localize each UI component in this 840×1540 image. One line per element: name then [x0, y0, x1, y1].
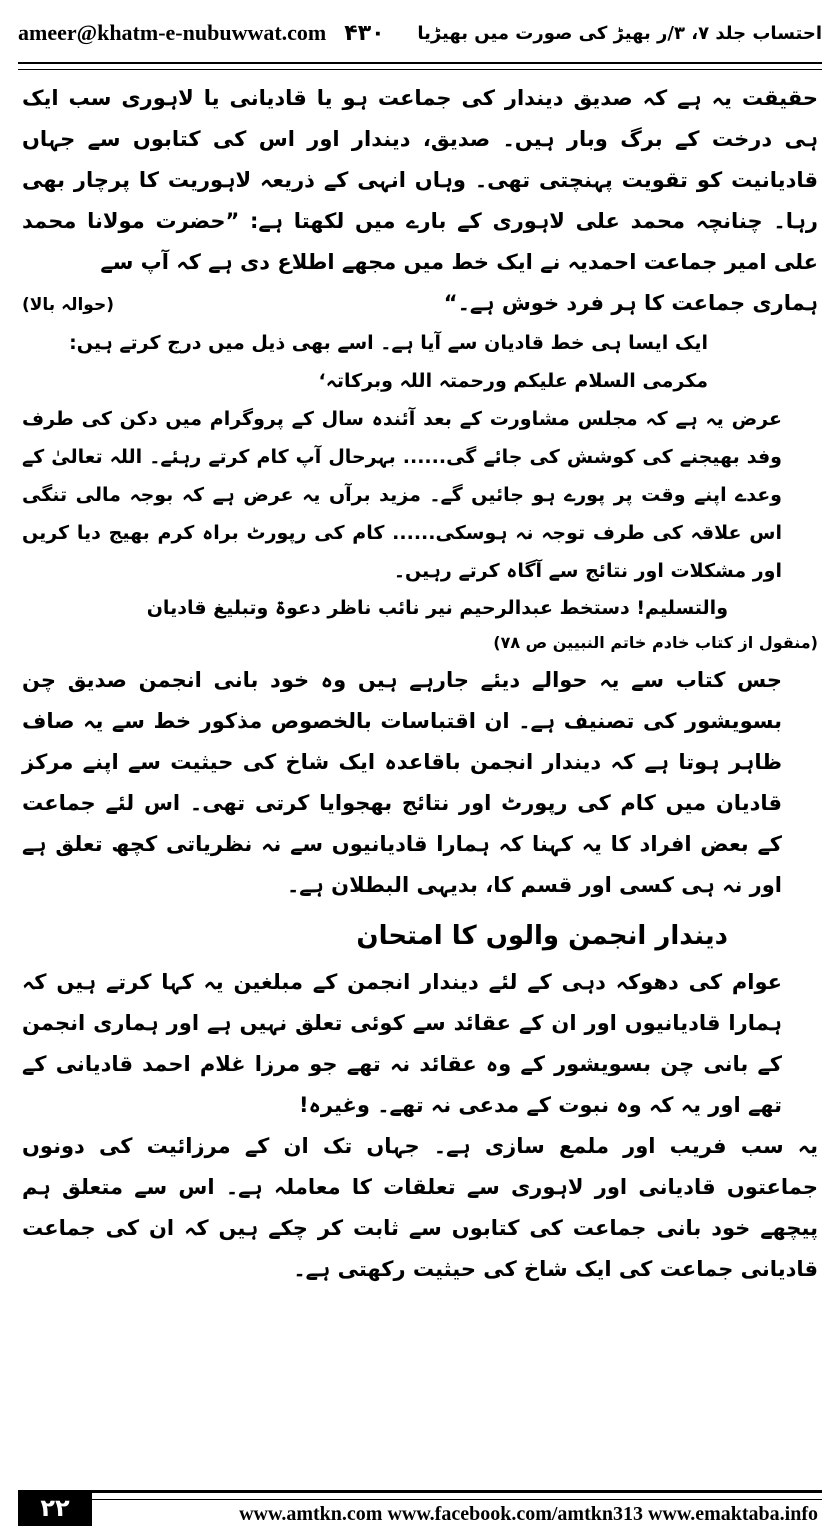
source-citation: (منقول از کتاب خادم خاتم النبیین ص ۷۸)	[493, 633, 818, 652]
letter-signature: والتسلیم! دستخط عبدالرحیم نیر نائب ناظر دعوۃ وتبلیغ قادیان	[146, 597, 728, 619]
letter-salutation: مکرمی السلام علیکم ورحمتہ اللہ وبرکاتہ‘	[318, 370, 708, 392]
footer-websites: www.amtkn.com www.facebook.com/amtkn313 www.emaktaba.info	[239, 1503, 818, 1525]
letter-intro: ایک ایسا ہی خط قادیان سے آیا ہے۔ اسے بھی ذیل میں درج کرتے ہیں:	[69, 332, 708, 354]
footer-page-badge: ۲۲	[18, 1490, 92, 1526]
paragraph-2: جس کتاب سے یہ حوالے دیئے جارہے ہیں وہ خود بانی انجمن صدیق چن بسویشور کی تصنیف ہے۔ ان اقتباسات بالخصوص مذکور خط سے یہ صاف ظاہر ہوتا ہے کہ دیندار انجمن باقاعدہ ایک شاخ کی حیثیت سے اپنے مرکز قادیان میں کام کی رپورٹ اور نتائج بھجوایا کرتی تھی۔ اس لئے جماعت کے بعض افراد کا یہ کہنا کہ ہمارا قادیانیوں سے نہ نظریاتی کچھ تعلق ہے اور نہ ہی کسی اور قسم کا، بدیہی البطلان ہے۔	[22, 668, 782, 897]
paragraph-1-end-row	[22, 283, 818, 324]
section-heading: دیندار انجمن والوں کا امتحان	[356, 921, 728, 951]
paragraph-1: حقیقت یہ ہے کہ صدیق دیندار کی جماعت ہو یا قادیانی یا لاہوری سب ایک ہی درخت کے برگ وبار ہیں۔ صدیق، دیندار اور اس کی کتابوں سے جہاں قادیانیت کو تقویت پہنچتی تھی۔ وہاں انہی کے ذریعہ لاہوریت کا پرچار بھی رہا۔ چنانچہ محمد علی لاہوری کے بارے میں لکھتا ہے: ”حضرت مولانا محمد علی امیر جماعت احمدیہ نے ایک خط میں مجھے اطلاع دی ہے کہ آپ سے	[22, 86, 818, 274]
footer-right	[92, 1490, 822, 1526]
footer-rule	[92, 1490, 822, 1500]
letter-body: عرض یہ ہے کہ مجلس مشاورت کے بعد آئندہ سال کے پروگرام میں دکن کی طرف وفد بھیجنے کی کوشش کی جائے گی...... بہرحال آپ کام کرتے رہئے۔ اللہ تعالیٰ کے وعدے اپنے وقت پر پورے ہو جائیں گے۔ مزید برآں یہ عرض ہے کہ بوجہ مالی تنگی اس علاقہ کی طرف توجہ نہ ہوسکی...... کام کی رپورٹ براہ کرم بھیج دیا کریں اور مشکلات اور نتائج سے آگاہ کرتے رہیں۔	[22, 408, 782, 582]
header-email: ameer@khatm-e-nubuwwat.com	[18, 20, 327, 45]
page-body	[22, 78, 818, 1290]
header-page-number: ۴۳۰	[344, 20, 385, 46]
header-rule	[18, 62, 822, 70]
paragraph-4: یہ سب فریب اور ملمع سازی ہے۔ جہاں تک ان کے مرزائیت کی دونوں جماعتوں قادیانی اور لاہوری سے تعلقات کا معاملہ ہے۔ اس سے متعلق ہم پیچھے خود بانی جماعت کی کتابوں سے ثابت کر چکے ہیں کہ ان کی جماعت قادیانی جماعت کی ایک شاخ کی حیثیت رکھتی ہے۔	[22, 1134, 818, 1281]
running-title: احتساب جلد ۷، ۳/ر بھیڑ کی صورت میں بھیڑیا	[417, 22, 822, 44]
paragraph-1-end: ہماری جماعت کا ہر فرد خوش ہے۔“	[443, 291, 818, 315]
page-header	[18, 12, 822, 54]
page-footer	[18, 1490, 822, 1526]
header-left	[18, 20, 385, 46]
reference-above: (حوالہ بالا)	[22, 295, 114, 315]
paragraph-3: عوام کی دھوکہ دہی کے لئے دیندار انجمن کے مبلغین یہ کہا کرتے ہیں کہ ہمارا قادیانیوں اور ان کے عقائد سے کوئی تعلق نہیں ہے اور ہماری انجمن کے بانی چن بسویشور کے وہ عقائد نہ تھے جو مرزا غلام احمد قادیانی کے تھے اور یہ کہ وہ نبوت کے مدعی نہ تھے۔ وغیرہ!	[22, 970, 782, 1117]
